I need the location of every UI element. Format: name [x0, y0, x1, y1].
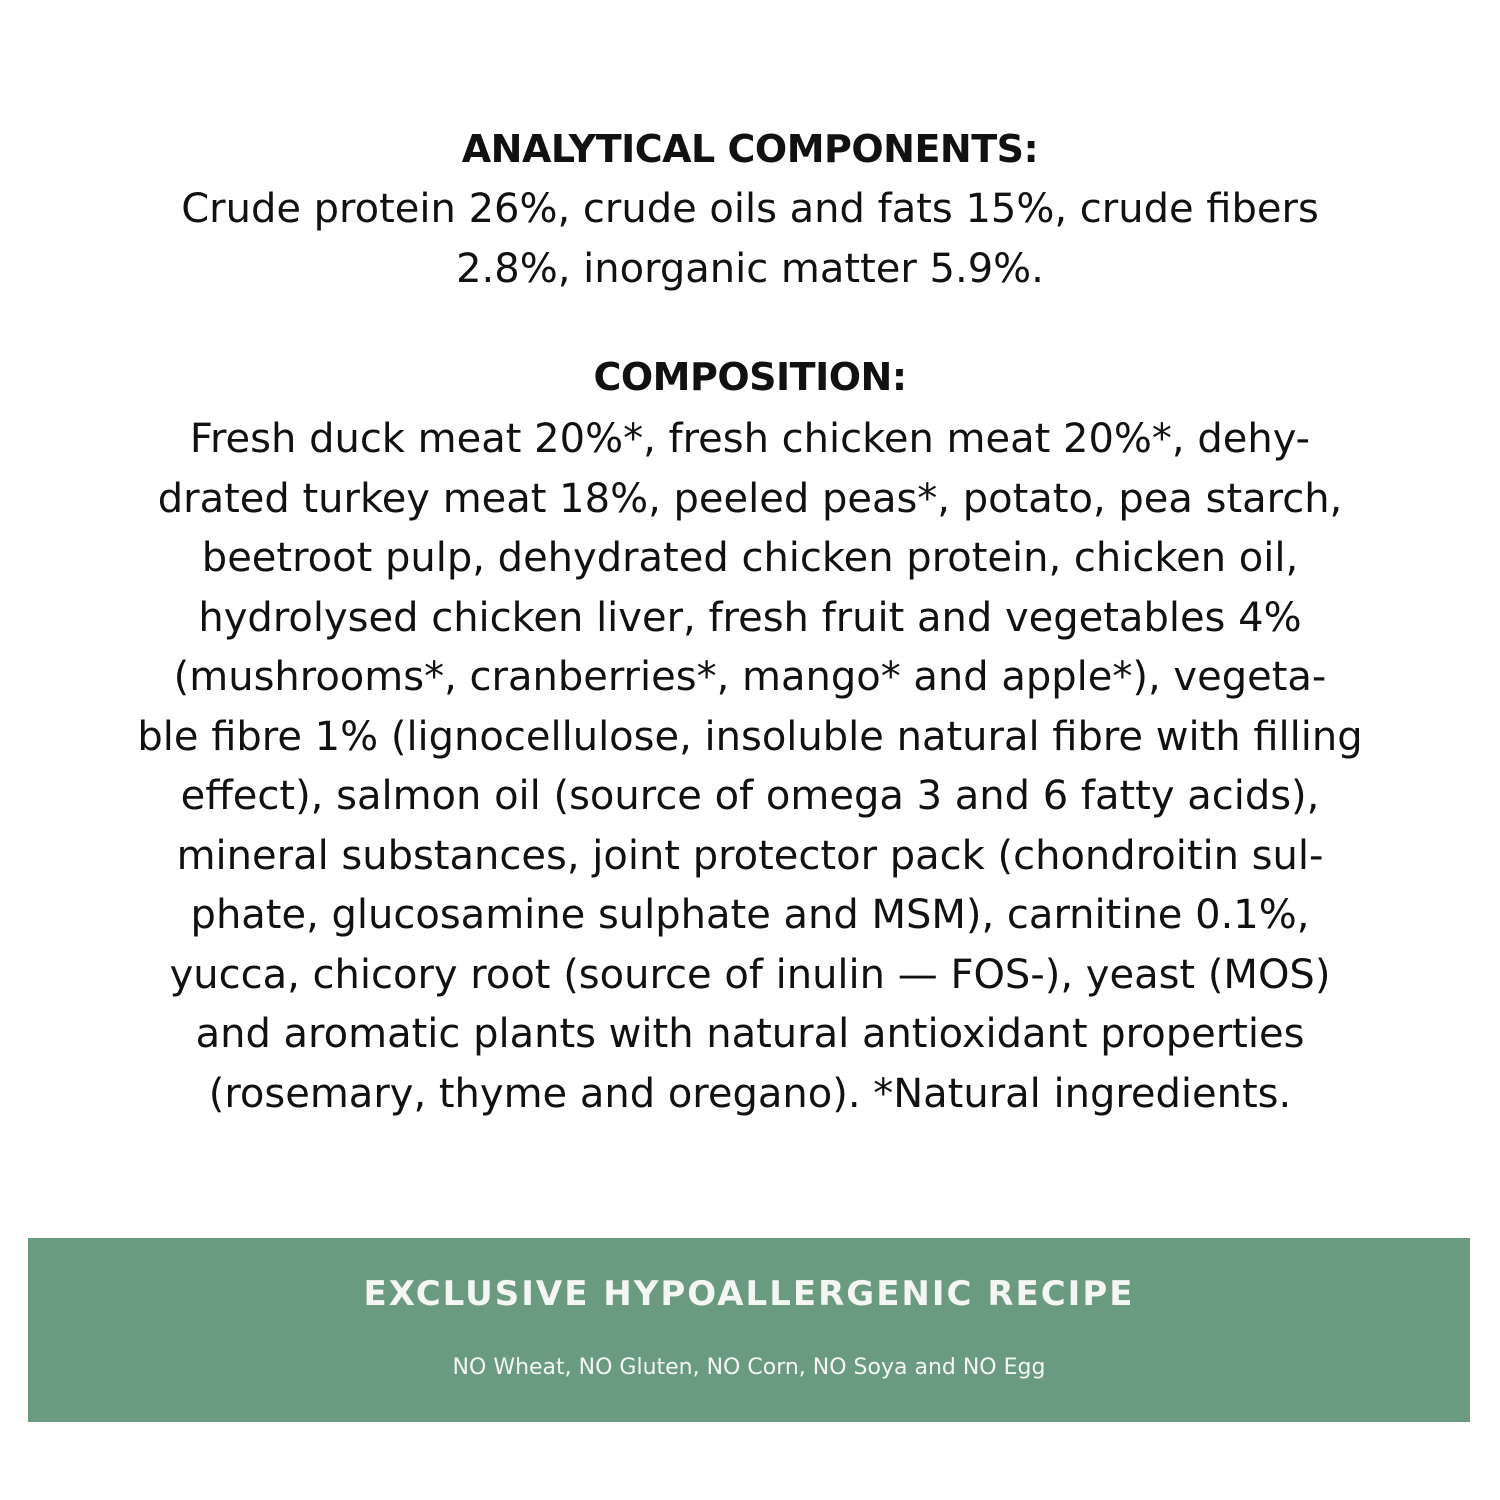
analytical-line: 2.8%, inorganic matter 5.9%. [456, 245, 1044, 292]
hypoallergenic-banner [28, 1238, 1470, 1422]
composition-line: and aromatic plants with natural antioxidant properties [195, 1011, 1305, 1057]
composition-line: beetroot pulp, dehydrated chicken protein, chicken oil, [201, 535, 1299, 581]
analytical-components-heading: ANALYTICAL COMPONENTS: [461, 127, 1039, 171]
composition-line: hydrolysed chicken liver, fresh fruit and vegetables 4% [198, 594, 1302, 641]
banner-title: EXCLUSIVE HYPOALLERGENIC RECIPE [363, 1274, 1135, 1314]
composition-line: effect), salmon oil (source of omega 3 and 6 fatty acids), [180, 773, 1320, 819]
analytical-line: Crude protein 26%, crude oils and fats 15%, crude fibers [181, 186, 1319, 232]
composition-text [0, 410, 1500, 1124]
analytical-components-section [0, 124, 1500, 299]
banner-subtitle: NO Wheat, NO Gluten, NO Corn, NO Soya and NO Egg [452, 1355, 1046, 1380]
composition-line: (rosemary, thyme and oregano). *Natural ingredients. [208, 1070, 1292, 1117]
analytical-components-text [0, 180, 1500, 299]
composition-line: phate, glucosamine sulphate and MSM), carnitine 0.1%, [190, 892, 1310, 938]
composition-heading: COMPOSITION: [593, 355, 907, 399]
composition-line: (mushrooms*, cranberries*, mango* and apple*), vegeta- [173, 654, 1327, 700]
composition-section [0, 352, 1500, 1124]
composition-line: Fresh duck meat 20%*, fresh chicken meat 20%*, dehy- [189, 416, 1311, 462]
composition-line: ble fibre 1% (lignocellulose, insoluble natural fibre with filling [137, 713, 1363, 760]
composition-line: drated turkey meat 18%, peeled peas*, potato, pea starch, [157, 475, 1343, 522]
composition-line: yucca, chicory root (source of inulin — FOS-), yeast (MOS) [169, 951, 1331, 998]
composition-line: mineral substances, joint protector pack (chondroitin sul- [176, 832, 1324, 879]
